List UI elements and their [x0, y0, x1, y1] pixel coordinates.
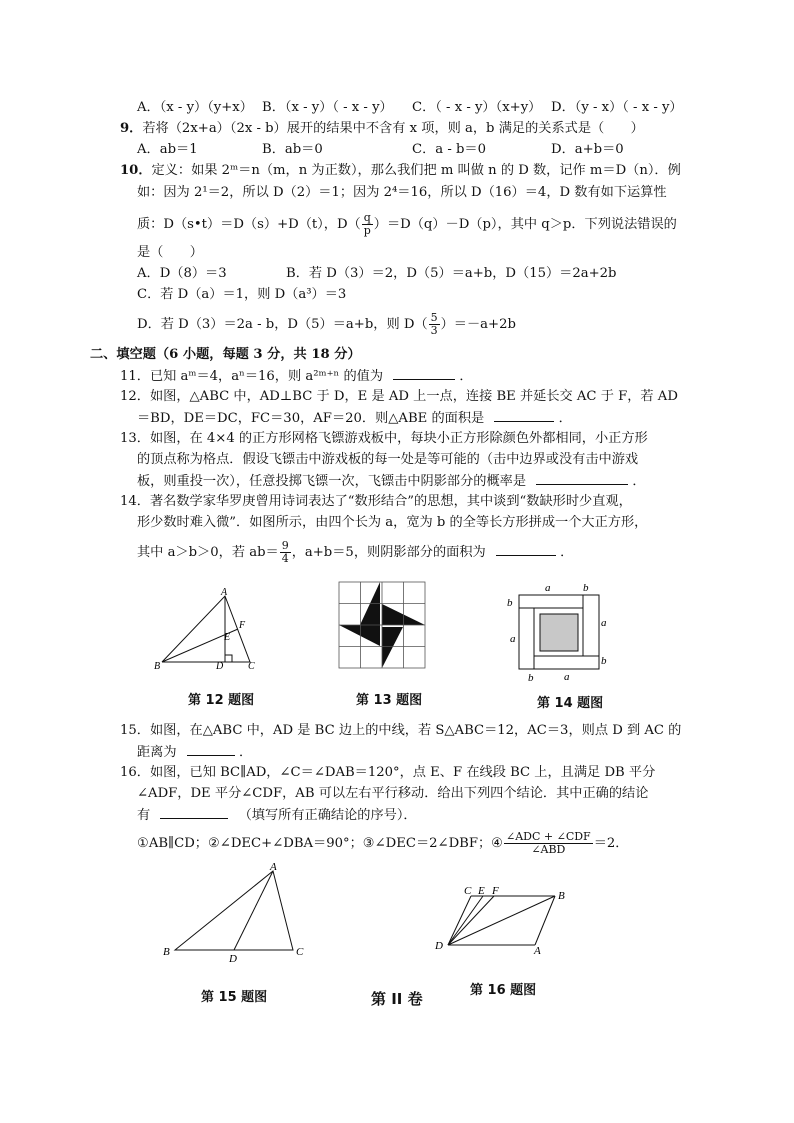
q11-text: 11．已知 aᵐ＝4，aⁿ＝16，则 a²ᵐ⁺ⁿ 的值为: [120, 369, 384, 384]
fig15-label-d: D: [229, 953, 237, 965]
q14-answer-blank[interactable]: [496, 543, 556, 556]
q10-line3: [137, 210, 677, 240]
q15-line1: 15．如图，在△ABC 中，AD 是 BC 边上的中线，若 S△ABC＝12，AC＝3，则点 D 到 AC 的: [120, 723, 682, 738]
q16-text-3a: 有: [137, 808, 151, 823]
q10-optd-num: 5: [430, 311, 438, 324]
q10-fraction: [362, 212, 373, 237]
q11-answer-blank[interactable]: [393, 367, 455, 380]
q10-line2: 如：因为 2¹＝2，所以 D（2）＝1；因为 2⁴＝16，所以 D（16）＝4，D 数有如下运算性: [137, 185, 667, 200]
q10-option-c: C．若 D（a）＝1，则 D（a³）＝3: [137, 287, 347, 302]
caption-fig14: 第 14 题图: [537, 696, 604, 711]
figure-14: [505, 580, 615, 690]
fig14-label-4: a: [601, 617, 607, 629]
fig13-blade-4: [339, 625, 380, 646]
q9-option-d: D．a+b＝0: [551, 142, 624, 157]
q16-line4: [137, 829, 628, 859]
q14-line1: 14．著名数学家华罗庚曾用诗词表达了“数形结合”的思想，其中谈到“数缺形时少直观，: [120, 494, 632, 509]
q10-option-d: [137, 310, 516, 340]
q8-option-c: C．（ - x - y）（x+y）: [412, 100, 542, 115]
q16-text-3b: （填写所有正确结论的序号）．: [238, 808, 417, 823]
q14-text-3b: ，a+b＝5，则阴影部分的面积为: [291, 545, 486, 560]
q16-answer-blank[interactable]: [160, 806, 228, 819]
q8-option-b: B．（x - y）（ - x - y）: [262, 100, 393, 115]
q10-option-a: A．D（8）＝3: [137, 266, 227, 281]
fig14-shaded-square: [540, 614, 578, 651]
q14-line2: 形少数时难入微”．如图所示，由四个长为 a，宽为 b 的全等长方形拼成一个大正方形，: [137, 515, 648, 530]
fig15-label-b: B: [163, 946, 170, 958]
q16-text-4b: ＝2．: [593, 836, 629, 851]
q14-fraction: [280, 540, 291, 565]
fig14-label-5: a: [510, 633, 516, 645]
q8-option-a: A．（x - y）（y+x）: [137, 100, 253, 115]
q10-option-b: B．若 D（3）＝2，D（5）＝a+b，D（15）＝2a+2b: [286, 266, 617, 281]
q13-line3: 板，则重投一次），任意投掷飞镖一次，飞镖击中阴影部分的概率是 ．: [137, 474, 646, 489]
q10-optd-a: D．若 D（3）＝2a - b，D（5）＝a+b，则 D（: [137, 317, 428, 332]
q12-line2: ＝BD，DE＝DC，FC＝30，AF＝20．则△ABE 的面积是 ．: [137, 411, 572, 426]
q16-line2: ∠ADF，DE 平分∠CDF，AB 可以左右平行移动．给出下列四个结论．其中正确的结论: [137, 786, 649, 801]
q10-optd-fraction: [429, 312, 440, 337]
fig12-label-b: B: [154, 661, 161, 670]
figure-12: [150, 585, 265, 670]
fig12-label-f: F: [239, 620, 246, 631]
q16-line1: 16．如图，已知 BC∥AD，∠C＝∠DAB＝120°，点 E、F 在线段 BC 上，且满足 DB 平分: [120, 765, 656, 780]
fig13-blade-3: [382, 627, 403, 668]
fig12-right-angle: [225, 655, 232, 662]
q16-frac-num: ∠ADC + ∠CDF: [506, 830, 591, 843]
q10-text-1: 定义：如果 2ᵐ＝n（m，n 为正数），那么我们把 m 叫做 n 的 D 数，记作 m＝D（n）．例: [151, 163, 681, 178]
figure-16: [430, 882, 575, 957]
q14-frac-num: 9: [281, 539, 289, 552]
fig16-label-d: D: [435, 940, 443, 952]
caption-fig13: 第 13 题图: [356, 693, 423, 708]
fig15-triangle: [175, 871, 293, 950]
q14-text-3a: 其中 a＞b＞0，若 ab＝: [137, 545, 279, 560]
figure-13: [337, 580, 429, 672]
section-heading: 二、填空题（6 小题，每题 3 分，共 18 分）: [90, 347, 361, 362]
q13-text-3: 板，则重投一次），任意投掷飞镖一次，飞镖击中阴影部分的概率是: [137, 474, 527, 489]
fig16-label-b: B: [558, 890, 565, 902]
q16-text-4a: ①AB∥CD；②∠DEC+∠DBA＝90°；③∠DEC＝2∠DBF；④: [137, 836, 503, 851]
q9-number: 9．: [120, 121, 143, 136]
fig12-label-c: C: [248, 661, 255, 670]
q13-line1: 13．如图，在 4×4 的正方形网格飞镖游戏板中，每块小正方形除颜色外都相同，小正方形: [120, 431, 648, 446]
q13-line2: 的顶点称为格点．假设飞镖击中游戏板的每一处是等可能的（击中边界或没有击中游戏: [137, 452, 639, 467]
fig12-label-a: A: [221, 587, 228, 598]
volume-title: 第 II 卷: [371, 990, 423, 1008]
fig14-label-7: b: [528, 672, 534, 684]
fig12-label-d: D: [216, 661, 224, 670]
q10-frac-num: q: [363, 211, 371, 224]
q16-line3: [137, 806, 417, 825]
fig16-line-de: [448, 896, 483, 945]
q10-number: 10．: [120, 163, 152, 178]
q8-option-d: D．（y - x）（ - x - y）: [551, 100, 683, 115]
fig16-label-c: C: [464, 885, 472, 897]
fig12-label-e: E: [224, 632, 231, 643]
q13-answer-blank[interactable]: [536, 472, 628, 485]
q16-fraction: [504, 831, 593, 856]
fig16-label-e: E: [478, 885, 485, 897]
fig16-line-cd: [448, 896, 471, 945]
fig15-label-c: C: [296, 946, 304, 958]
q10-line4: 是（ ）: [137, 245, 203, 260]
q10-frac-den: p: [363, 224, 371, 237]
fig14-label-2: b: [583, 582, 589, 594]
q12-answer-blank[interactable]: [494, 409, 554, 422]
fig16-line-df: [448, 896, 494, 945]
q9-option-b: B．ab＝0: [262, 142, 323, 157]
q10-optd-b: ）＝－a+2b: [440, 317, 516, 332]
q9-text: 若将（2x+a）（2x - b）展开的结果中不含有 x 项，则 a，b 满足的关系式是（ ）: [142, 121, 644, 136]
fig16-label-a: A: [534, 945, 541, 957]
fig14-label-1: a: [545, 582, 551, 594]
q14-line3: 其中 a＞b＞0，若 ab＝ $\frac{9}{4}$ ，a+b＝5，则阴影部分的面积为 ．: [137, 539, 574, 565]
q10-text-3b: ）＝D（q）－D（p），其中 q＞p．下列说法错误的: [373, 217, 677, 232]
fig15-median: [234, 871, 273, 950]
figure-15: [155, 862, 315, 967]
q16-frac-den: ∠ABD: [531, 843, 566, 856]
q15-answer-blank[interactable]: [187, 743, 235, 756]
q9-question: [120, 120, 644, 138]
fig14-label-6: b: [601, 655, 607, 667]
caption-fig12: 第 12 题图: [188, 693, 255, 708]
caption-fig15: 第 15 题图: [201, 990, 268, 1005]
q11: 11．已知 aᵐ＝4，aⁿ＝16，则 a²ᵐ⁺ⁿ 的值为 ．: [120, 369, 473, 384]
caption-fig16: 第 16 题图: [470, 983, 537, 998]
q10-text-3a: 质：D（s•t）＝D（s）+D（t），D（: [137, 217, 361, 232]
q12-line1: 12．如图，△ABC 中，AD⊥BC 于 D，E 是 AD 上一点，连接 BE 并延长交 AC 于 F，若 AD: [120, 389, 678, 404]
q10-optd-den: 3: [430, 324, 438, 337]
q14-frac-den: 4: [281, 552, 289, 565]
q12-text-2: ＝BD，DE＝DC，FC＝30，AF＝20．则△ABE 的面积是: [137, 411, 485, 426]
fig14-label-8: a: [564, 671, 570, 683]
fig14-label-3: b: [507, 597, 513, 609]
q15-text-2: 距离为: [137, 745, 177, 760]
fig15-label-a: A: [270, 862, 277, 873]
q9-option-c: C．a - b＝0: [412, 142, 486, 157]
q15-line2: 距离为 ．: [137, 745, 253, 760]
q9-option-a: A．ab＝1: [137, 142, 198, 157]
fig16-line-db: [448, 896, 555, 945]
fig16-label-f: F: [492, 885, 499, 897]
q10-line1: [120, 162, 681, 180]
